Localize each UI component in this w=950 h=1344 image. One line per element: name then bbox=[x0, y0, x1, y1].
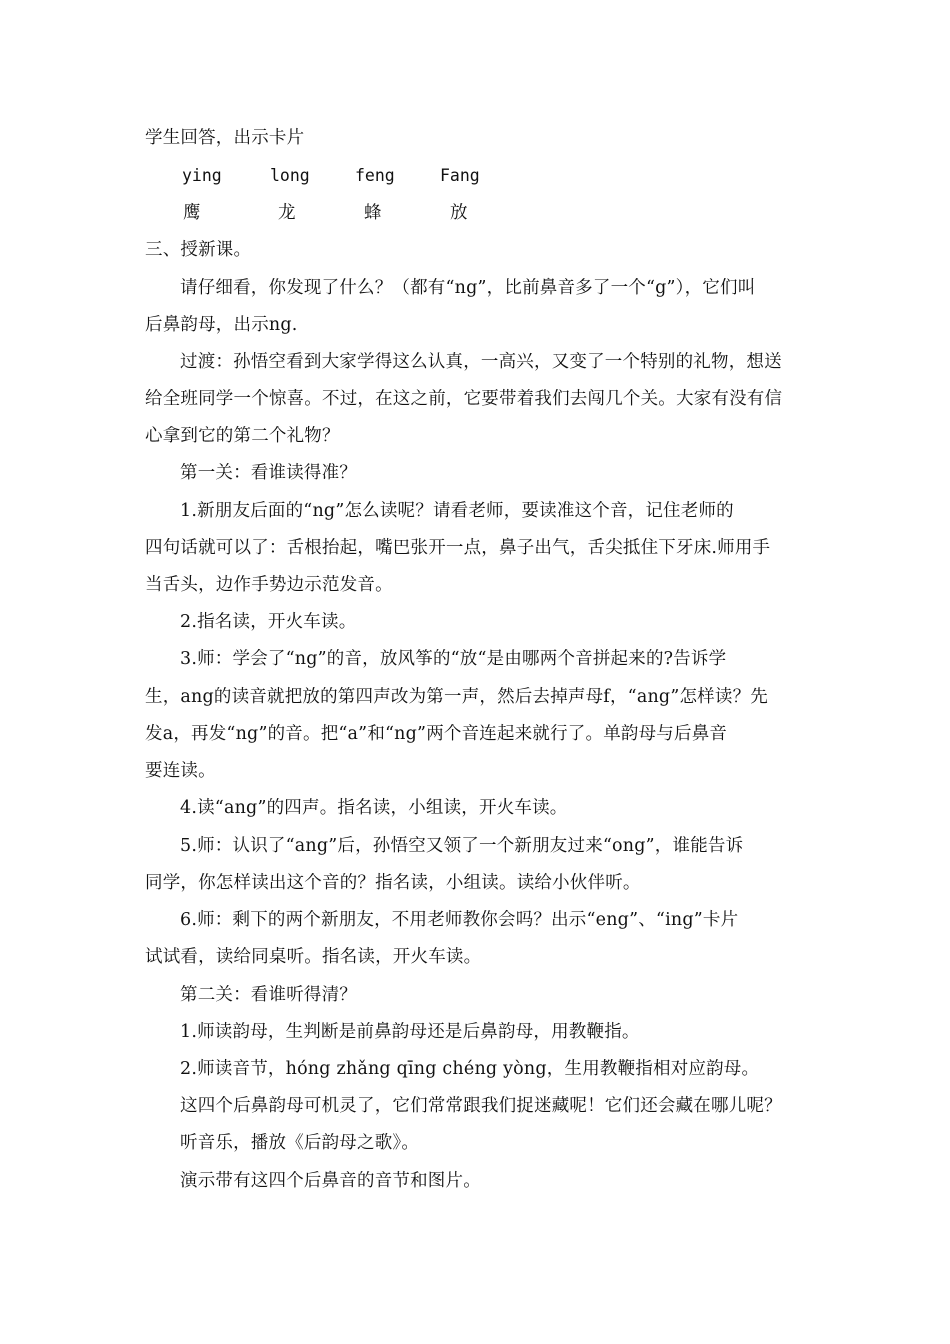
text-line: 当舌头，边作手势边示范发音。 bbox=[145, 575, 393, 595]
pinyin-card: Fang bbox=[440, 166, 480, 185]
text-line: 4.读“ang”的四声。指名读，小组读，开火车读。 bbox=[180, 798, 568, 818]
pinyin-card: ying bbox=[182, 166, 222, 185]
text-line: 3.师：学会了“ng”的音，放风筝的“放“是由哪两个音拼起来的?告诉学 bbox=[180, 649, 727, 669]
text-line: 后鼻韵母，出示ng. bbox=[145, 315, 298, 335]
text-line: 1.新朋友后面的“ng”怎么读呢？请看老师，要读准这个音，记住老师的 bbox=[180, 501, 734, 521]
text-line: 试试看，读给同桌听。指名读，开火车读。 bbox=[145, 947, 482, 967]
text-line: 5.师：认识了“ang”后，孙悟空又领了一个新朋友过来“ong”，谁能告诉 bbox=[180, 836, 744, 856]
pinyin-card: long bbox=[270, 166, 310, 185]
subsection-heading: 第一关：看谁读得准？ bbox=[180, 463, 357, 483]
text-line: 发a，再发“ng”的音。把“a”和“ng”两个音连起来就行了。单韵母与后鼻音 bbox=[145, 724, 728, 744]
text-line: 学生回答，出示卡片 bbox=[145, 128, 305, 148]
text-line: 2.指名读，开火车读。 bbox=[180, 612, 357, 632]
text-line: 给全班同学一个惊喜。不过，在这之前，它要带着我们去闯几个关。大家有没有信 bbox=[145, 389, 783, 409]
character-card: 鹰 bbox=[183, 203, 201, 223]
text-line: 四句话就可以了：舌根抬起，嘴巴张开一点，鼻子出气，舌尖抵住下牙床.师用手 bbox=[145, 538, 771, 558]
text-line: 过渡：孙悟空看到大家学得这么认真，一高兴，又变了一个特别的礼物，想送 bbox=[180, 352, 782, 372]
text-line: 这四个后鼻韵母可机灵了，它们常常跟我们捉迷藏呢！它们还会藏在哪儿呢？ bbox=[180, 1096, 782, 1116]
text-line: 听音乐，播放《后韵母之歌》。 bbox=[180, 1133, 420, 1153]
character-card: 蜂 bbox=[364, 203, 382, 223]
text-line: 同学，你怎样读出这个音的？指名读，小组读。读给小伙伴听。 bbox=[145, 873, 641, 893]
section-heading: 三、授新课。 bbox=[145, 240, 252, 260]
text-line: 1.师读韵母，生判断是前鼻韵母还是后鼻韵母，用教鞭指。 bbox=[180, 1022, 640, 1042]
text-line: 心拿到它的第二个礼物？ bbox=[145, 426, 340, 446]
subsection-heading: 第二关：看谁听得清？ bbox=[180, 985, 357, 1005]
character-card: 放 bbox=[450, 203, 468, 223]
text-line: 2.师读音节，hóng zhǎng qīng chéng yòng，生用教鞭指相对应韵母。 bbox=[180, 1059, 760, 1079]
text-line: 要连读。 bbox=[145, 761, 216, 781]
pinyin-card: feng bbox=[355, 166, 395, 185]
text-line: 生，ang的读音就把放的第四声改为第一声，然后去掉声母f，“ang”怎样读？先 bbox=[145, 687, 768, 707]
text-line: 6.师：剩下的两个新朋友，不用老师教你会吗？出示“eng”、“ing”卡片 bbox=[180, 910, 739, 930]
text-line: 请仔细看，你发现了什么？（都有“ng”，比前鼻音多了一个“g”），它们叫 bbox=[180, 278, 756, 298]
character-card: 龙 bbox=[278, 203, 296, 223]
text-line: 演示带有这四个后鼻音的音节和图片。 bbox=[180, 1171, 481, 1191]
